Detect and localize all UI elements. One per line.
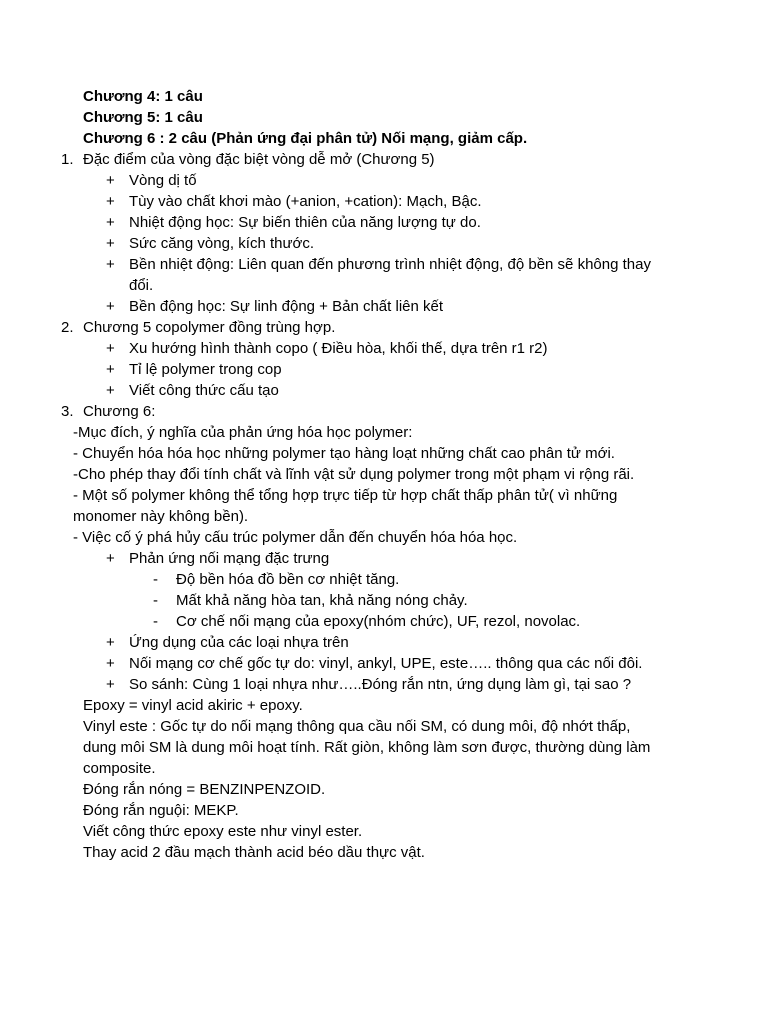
paragraph-line: - Việc cố ý phá hủy cấu trúc polymer dẫn đến chuyển hóa hóa học.	[73, 529, 518, 546]
bullet-marker: +	[106, 256, 115, 273]
heading-chuong-4: Chương 4: 1 câu	[83, 88, 203, 105]
bullet-marker: +	[106, 634, 115, 651]
note-line: dung môi SM là dung môi hoạt tính. Rất giòn, không làm sơn được, thường dùng làm	[83, 739, 651, 756]
list-number-3: 3.	[61, 403, 74, 420]
note-line: Vinyl este : Gốc tự do nối mạng thông qua cầu nối SM, có dung môi, độ nhớt thấp,	[83, 718, 631, 735]
heading-chuong-5: Chương 5: 1 câu	[83, 109, 203, 126]
list-item: Phản ứng nối mạng đặc trưng	[129, 550, 330, 567]
sub-list-item: Độ bền hóa đồ bền cơ nhiệt tăng.	[176, 571, 400, 588]
note-line: Epoxy = vinyl acid akiric + epoxy.	[83, 697, 303, 714]
list-item: Xu hướng hình thành copo ( Điều hòa, khối thế, dựa trên r1 r2)	[129, 340, 548, 357]
list-item: Nối mạng cơ chế gốc tự do: vinyl, ankyl, UPE, este….. thông qua các nối đôi.	[129, 655, 643, 672]
paragraph-line: - Một số polymer không thể tổng hợp trực tiếp từ hợp chất thấp phân tử( vì những	[73, 487, 618, 504]
list-item: Sức căng vòng, kích thước.	[129, 235, 315, 252]
heading-chuong-6: Chương 6 : 2 câu (Phản ứng đại phân tử) Nối mạng, giảm cấp.	[83, 130, 528, 147]
bullet-marker: +	[106, 382, 115, 399]
list-number-1: 1.	[61, 151, 74, 168]
note-line: Viết công thức epoxy este như vinyl ester.	[83, 823, 363, 840]
dash-marker: -	[153, 571, 158, 588]
paragraph-line: - Chuyển hóa hóa học những polymer tạo hàng loạt những chất cao phân tử mới.	[73, 445, 615, 462]
list-item: Vòng dị tố	[129, 172, 197, 189]
list-item: Ứng dụng của các loại nhựa trên	[129, 634, 349, 651]
bullet-marker: +	[106, 676, 115, 693]
note-line: Thay acid 2 đầu mạch thành acid béo dầu thực vật.	[83, 844, 425, 861]
list-item: Bền nhiệt động: Liên quan đến phương trình nhiệt động, độ bền sẽ không thay	[129, 256, 651, 273]
bullet-marker: +	[106, 214, 115, 231]
list-item: Nhiệt động học: Sự biến thiên của năng lượng tự do.	[129, 214, 481, 231]
bullet-marker: +	[106, 172, 115, 189]
bullet-marker: +	[106, 298, 115, 315]
dash-marker: -	[153, 613, 158, 630]
bullet-marker: +	[106, 361, 115, 378]
bullet-marker: +	[106, 340, 115, 357]
note-line: composite.	[83, 760, 156, 777]
list-item: Bền động học: Sự linh động + Bản chất liên kết	[129, 298, 444, 315]
list-item: So sánh: Cùng 1 loại nhựa như…..Đóng rắn ntn, ứng dụng làm gì, tại sao ?	[129, 676, 632, 693]
item-3-title: Chương 6:	[83, 403, 156, 420]
list-item: Tỉ lệ polymer trong cop	[129, 361, 282, 378]
item-1-title: Đặc điểm của vòng đặc biệt vòng dễ mở (Chương 5)	[83, 151, 435, 168]
note-line: Đóng rắn nguội: MEKP.	[83, 802, 239, 819]
bullet-marker: +	[106, 193, 115, 210]
paragraph-line: -Mục đích, ý nghĩa của phản ứng hóa học polymer:	[73, 424, 413, 441]
bullet-marker: +	[106, 550, 115, 567]
list-item: Tùy vào chất khơi mào (+anion, +cation): Mạch, Bậc.	[129, 193, 482, 210]
sub-list-item: Mất khả năng hòa tan, khả năng nóng chảy.	[176, 592, 468, 609]
note-line: Đóng rắn nóng = BENZINPENZOID.	[83, 781, 326, 798]
paragraph-line: -Cho phép thay đổi tính chất và lĩnh vật sử dụng polymer trong một phạm vi rộng rãi.	[73, 466, 635, 483]
item-2-title: Chương 5 copolymer đồng trùng hợp.	[83, 319, 336, 336]
list-item-continuation: đổi.	[129, 277, 154, 294]
bullet-marker: +	[106, 655, 115, 672]
list-number-2: 2.	[61, 319, 74, 336]
list-item: Viết công thức cấu tạo	[129, 382, 279, 399]
paragraph-line: monomer này không bền).	[73, 508, 249, 525]
dash-marker: -	[153, 592, 158, 609]
bullet-marker: +	[106, 235, 115, 252]
sub-list-item: Cơ chế nối mạng của epoxy(nhóm chức), UF, rezol, novolac.	[176, 613, 581, 630]
